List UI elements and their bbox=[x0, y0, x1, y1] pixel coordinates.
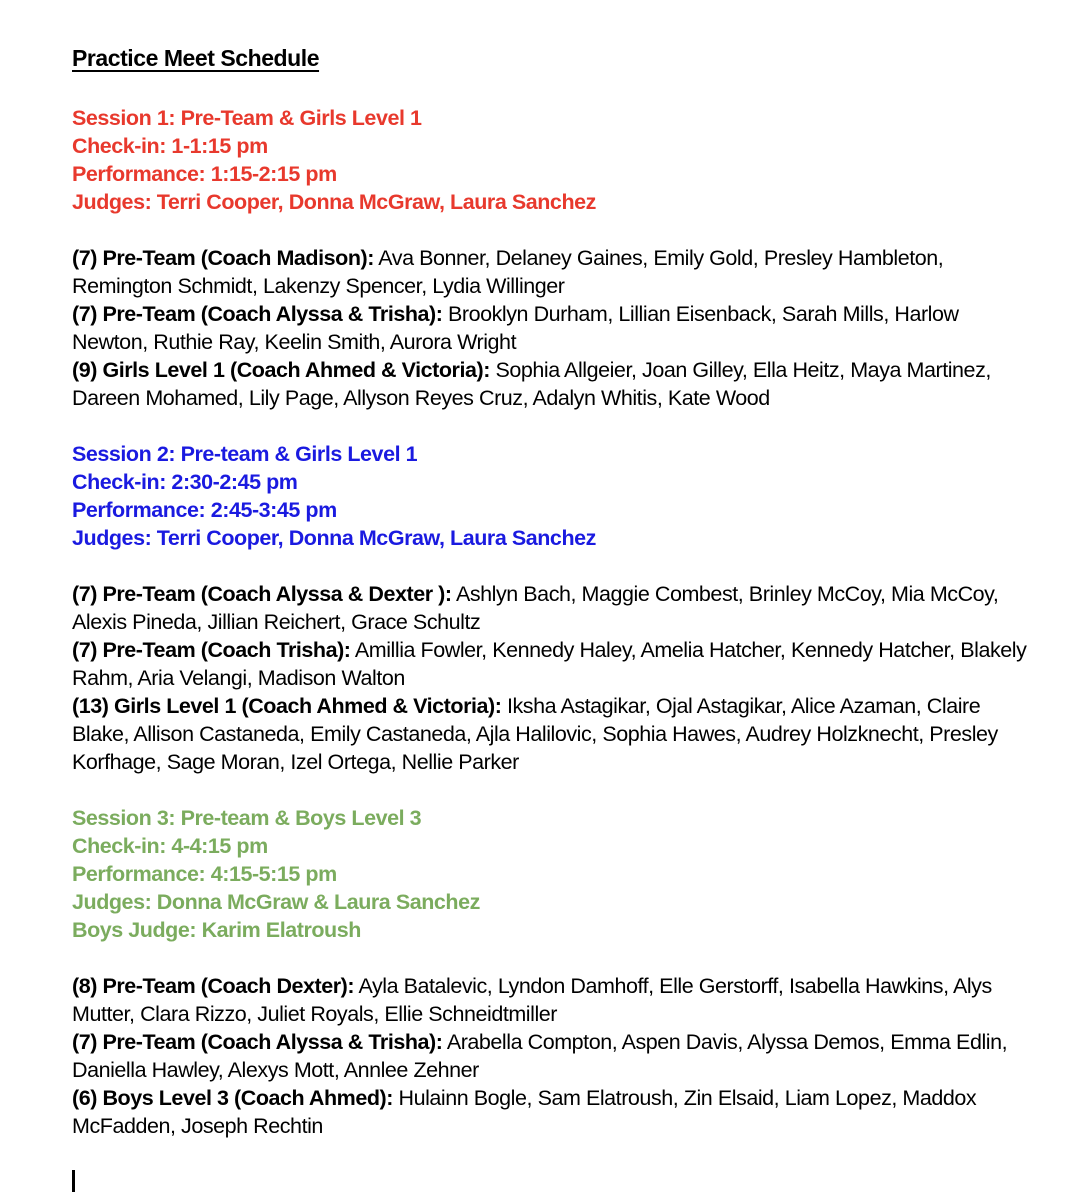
session-2-judges[interactable]: Judges: Terri Cooper, Donna McGraw, Laura Sanchez bbox=[72, 526, 596, 550]
session-2-performance[interactable]: Performance: 2:45-3:45 pm bbox=[72, 498, 337, 522]
roster-names: Ayla Batalevic, Lyndon Damhoff, Elle Gerstorff, Isabella Hawkins, Alys Mutter, Clara Rizzo, Juliet Royals, Ellie Schneidtmiller bbox=[72, 974, 992, 1026]
roster-names: Arabella Compton, Aspen Davis, Alyssa Demos, Emma Edlin, Daniella Hawley, Alexys Mott, Annlee Zehner bbox=[72, 1030, 1008, 1082]
session-3-checkin[interactable]: Check-in: 4-4:15 pm bbox=[72, 834, 268, 858]
roster-names: Amillia Fowler, Kennedy Haley, Amelia Hatcher, Kennedy Hatcher, Blakely Rahm, Aria Velangi, Madison Walton bbox=[72, 638, 1027, 690]
roster-names: Iksha Astagikar, Ojal Astagikar, Alice Azaman, Claire Blake, Allison Castaneda, Emily Castaneda, Ajla Halilovic, Sophia Hawes, Audrey Holzknecht, Presley Korfhage, Sage Moran, Izel Ortega, Nellie Parker bbox=[72, 694, 998, 774]
session-2-checkin[interactable]: Check-in: 2:30-2:45 pm bbox=[72, 470, 298, 494]
roster-paragraph[interactable] bbox=[72, 580, 1034, 636]
roster-names: Hulainn Bogle, Sam Elatroush, Zin Elsaid, Liam Lopez, Maddox McFadden, Joseph Rechtin bbox=[72, 1086, 977, 1138]
roster-names: Ashlyn Bach, Maggie Combest, Brinley McCoy, Mia McCoy, Alexis Pineda, Jillian Reichert, Grace Schultz bbox=[72, 582, 999, 634]
session-1-title[interactable]: Session 1: Pre-Team & Girls Level 1 bbox=[72, 106, 422, 130]
session-3-header bbox=[72, 804, 1034, 944]
roster-paragraph[interactable] bbox=[72, 356, 1034, 412]
session-2-title[interactable]: Session 2: Pre-team & Girls Level 1 bbox=[72, 442, 418, 466]
roster-names: Ava Bonner, Delaney Gaines, Emily Gold, Presley Hambleton, Remington Schmidt, Lakenzy Spencer, Lydia Willinger bbox=[72, 246, 944, 298]
roster-label: (7) Pre-Team (Coach Alyssa & Trisha): bbox=[72, 302, 443, 326]
roster-label: (8) Pre-Team (Coach Dexter): bbox=[72, 974, 355, 998]
roster-paragraph[interactable] bbox=[72, 972, 1034, 1028]
session-2-header bbox=[72, 440, 1034, 552]
roster-paragraph[interactable] bbox=[72, 1028, 1034, 1084]
session-1-performance[interactable]: Performance: 1:15-2:15 pm bbox=[72, 162, 337, 186]
roster-label: (7) Pre-Team (Coach Alyssa & Trisha): bbox=[72, 1030, 443, 1054]
text-cursor bbox=[72, 1170, 75, 1192]
roster-label: (9) Girls Level 1 (Coach Ahmed & Victoria): bbox=[72, 358, 490, 382]
roster-label: (6) Boys Level 3 (Coach Ahmed): bbox=[72, 1086, 393, 1110]
roster-label: (7) Pre-Team (Coach Alyssa & Dexter ): bbox=[72, 582, 452, 606]
session-1-checkin[interactable]: Check-in: 1-1:15 pm bbox=[72, 134, 268, 158]
session-1-roster bbox=[72, 244, 1034, 412]
roster-names: Sophia Allgeier, Joan Gilley, Ella Heitz, Maya Martinez, Dareen Mohamed, Lily Page, Allyson Reyes Cruz, Adalyn Whitis, Kate Wood bbox=[72, 358, 991, 410]
session-3-roster bbox=[72, 972, 1034, 1140]
document-title[interactable]: Practice Meet Schedule bbox=[72, 45, 320, 71]
session-3-title[interactable]: Session 3: Pre-team & Boys Level 3 bbox=[72, 806, 422, 830]
session-1-judges[interactable]: Judges: Terri Cooper, Donna McGraw, Laura Sanchez bbox=[72, 190, 596, 214]
roster-paragraph[interactable] bbox=[72, 1084, 1034, 1140]
roster-names: Brooklyn Durham, Lillian Eisenback, Sarah Mills, Harlow Newton, Ruthie Ray, Keelin Smith, Aurora Wright bbox=[72, 302, 959, 354]
roster-label: (7) Pre-Team (Coach Madison): bbox=[72, 246, 374, 270]
roster-label: (13) Girls Level 1 (Coach Ahmed & Victoria): bbox=[72, 694, 502, 718]
roster-paragraph[interactable] bbox=[72, 300, 1034, 356]
session-1-header bbox=[72, 104, 1034, 216]
roster-paragraph[interactable] bbox=[72, 244, 1034, 300]
roster-paragraph[interactable] bbox=[72, 692, 1034, 776]
session-2-roster bbox=[72, 580, 1034, 776]
roster-paragraph[interactable] bbox=[72, 636, 1034, 692]
roster-label: (7) Pre-Team (Coach Trisha): bbox=[72, 638, 351, 662]
session-3-boys-judge[interactable]: Boys Judge: Karim Elatroush bbox=[72, 918, 361, 942]
caret-line[interactable] bbox=[72, 1168, 1034, 1192]
session-3-performance[interactable]: Performance: 4:15-5:15 pm bbox=[72, 862, 337, 886]
session-3-judges[interactable]: Judges: Donna McGraw & Laura Sanchez bbox=[72, 890, 480, 914]
